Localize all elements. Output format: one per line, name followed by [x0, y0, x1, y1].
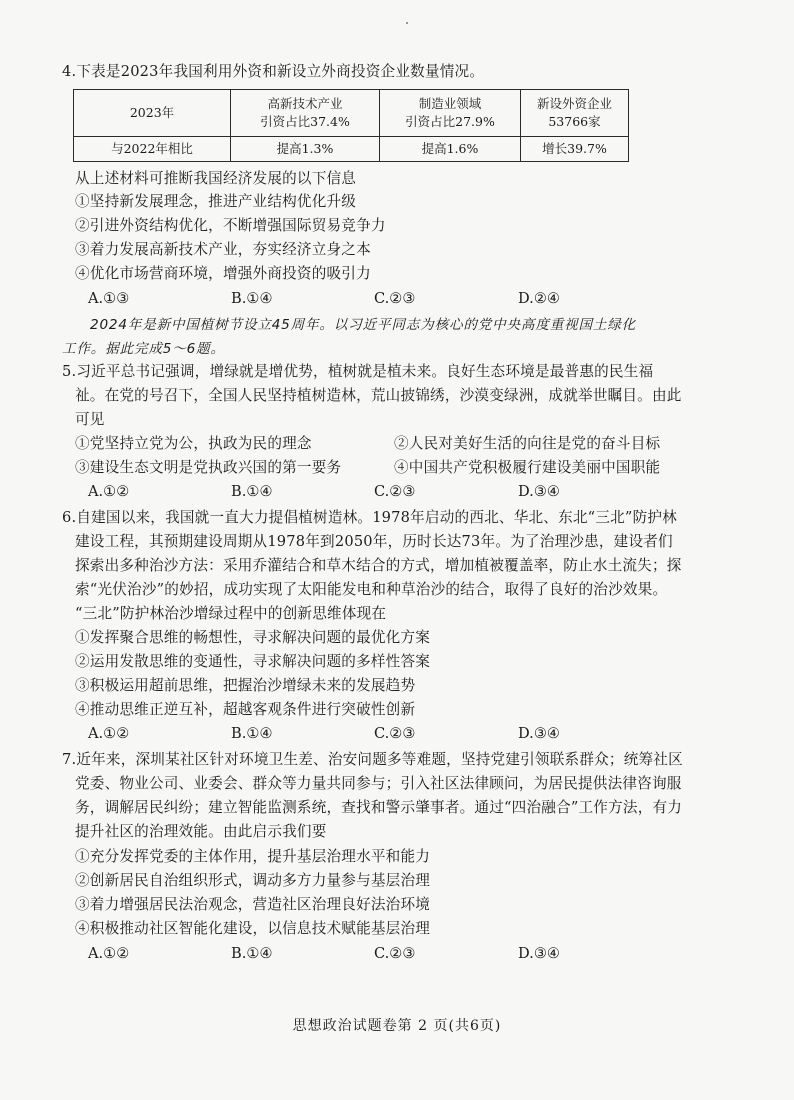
q7-stem-line: 务，调解居民纠纷；建立智能监测系统，查找和警示肇事者。通过“四治融合”工作方法，有力 — [75, 799, 683, 816]
q5-stem-line: 可见 — [75, 411, 105, 428]
q6-item: ④推动思维正逆互补，超越客观条件进行突破性创新 — [75, 701, 416, 718]
q7-option-b: B.①④ — [231, 945, 273, 962]
q7-stem-line: 提升社区的治理效能。由此启示我们要 — [75, 823, 327, 840]
q4-data-table — [73, 89, 629, 162]
table-cell: 提高1.6% — [380, 137, 521, 162]
table-cell: 与2022年相比 — [74, 137, 231, 162]
q7-item: ④积极推动社区智能化建设，以信息技术赋能基层治理 — [75, 920, 431, 937]
q7-item: ③着力增强居民法治观念，营造社区治理良好法治环境 — [75, 896, 431, 913]
q7-stem-line: 7.近年来，深圳某社区针对环境卫生差、治安问题多等难题，坚持党建引领联系群众；统筹社区 — [62, 751, 683, 768]
q4-option-d: D.②④ — [518, 290, 560, 307]
q4-option-c: C.②③ — [374, 290, 416, 307]
q5-stem-line: 祉。在党的号召下，全国人民坚持植树造林，荒山披锦绣，沙漠变绿洲，成就举世瞩目。由此 — [75, 387, 682, 404]
q6-item: ③积极运用超前思维，把握治沙增绿未来的发展趋势 — [75, 677, 416, 694]
q6-stem-line: 索“光伏治沙”的妙招，成功实现了太阳能发电和种草治沙的结合，取得了良好的治沙效果。 — [75, 581, 668, 598]
q6-option-b: B.①④ — [231, 725, 273, 742]
q4-item: ①坚持新发展理念，推进产业结构优化升级 — [75, 193, 357, 210]
q6-item: ①发挥聚合思维的畅想性，寻求解决问题的最优化方案 — [75, 629, 431, 646]
q6-stem-line: “三北”防护林治沙增绿过程中的创新思维体现在 — [75, 605, 387, 622]
q5-6-intro-line: 2024年是新中国植树节设立45周年。以习近平同志为核心的党中央高度重视国土绿化 — [90, 317, 637, 333]
q5-option-c: C.②③ — [374, 483, 416, 500]
table-cell: 新设外资企业53766家 — [521, 90, 629, 137]
q7-stem-line: 党委、物业公司、业委会、群众等力量共同参与；引入社区法律顾问，为居民提供法律咨询服 — [75, 775, 682, 792]
q7-option-a: A.①② — [88, 945, 130, 962]
cell-line: 引资占比27.9% — [405, 114, 495, 129]
cell-line: 高新技术产业 — [267, 96, 343, 111]
q6-option-d: D.③④ — [518, 725, 560, 742]
q5-option-d: D.③④ — [518, 483, 560, 500]
q5-option-a: A.①② — [88, 483, 130, 500]
table-cell: 增长39.7% — [521, 137, 629, 162]
q4-option-a: A.①③ — [88, 290, 130, 307]
q4-item: ④优化市场营商环境，增强外商投资的吸引力 — [75, 265, 371, 282]
q5-6-intro-line: 工作。据此完成5～6题。 — [62, 341, 225, 357]
q4-lead: 从上述材料可推断我国经济发展的以下信息 — [75, 170, 357, 187]
q6-item: ②运用发散思维的变通性，寻求解决问题的多样性答案 — [75, 653, 431, 670]
q7-item: ①充分发挥党委的主体作用，提升基层治理水平和能力 — [75, 848, 431, 865]
q6-stem-line: 建设工程，其预期建设周期从1978年到2050年，历时长达73年。为了治理沙患，建设者们 — [75, 533, 673, 550]
q5-stem-line: 5.习近平总书记强调，增绿就是增优势，植树就是植未来。良好生态环境是最普惠的民生福 — [62, 363, 654, 380]
table-cell — [231, 90, 380, 137]
cell-line: 引资占比37.4% — [260, 114, 350, 129]
cell-line: 制造业领域 — [418, 96, 482, 111]
table-cell — [380, 90, 521, 137]
q4-stem: 4.下表是2023年我国利用外资和新设立外商投资企业数量情况。 — [62, 63, 485, 80]
q5-option-b: B.①④ — [231, 483, 273, 500]
scan-speck — [406, 22, 408, 24]
table-cell: 2023年 — [74, 90, 231, 137]
q6-stem-line: 6.自建国以来，我国就一直大力提倡植树造林。1978年启动的西北、华北、东北“三北”防护林 — [62, 509, 677, 526]
q7-item: ②创新居民自治组织形式，调动多方力量参与基层治理 — [75, 872, 431, 889]
q6-option-c: C.②③ — [374, 725, 416, 742]
q6-stem-line: 探索出多种治沙方法：采用乔灌结合和草木结合的方式，增加植被覆盖率，防止水土流失；探 — [75, 557, 682, 574]
table-cell: 提高1.3% — [231, 137, 380, 162]
q5-item: ③建设生态文明是党执政兴国的第一要务 — [75, 459, 342, 476]
q4-option-b: B.①④ — [231, 290, 273, 307]
q5-item: ①党坚持立党为公，执政为民的理念 — [75, 435, 312, 452]
q6-option-a: A.①② — [88, 725, 130, 742]
table-row — [74, 90, 629, 137]
q7-option-c: C.②③ — [374, 945, 416, 962]
q5-item: ②人民对美好生活的向往是党的奋斗目标 — [394, 435, 661, 452]
q4-item: ②引进外资结构优化，不断增强国际贸易竞争力 — [75, 217, 386, 234]
q4-item: ③着力发展高新技术产业，夯实经济立身之本 — [75, 241, 371, 258]
page-footer: 思想政治试题卷第 2 页(共6页) — [292, 1018, 502, 1034]
q5-item: ④中国共产党积极履行建设美丽中国职能 — [394, 459, 661, 476]
q7-option-d: D.③④ — [518, 945, 560, 962]
table-row — [74, 137, 629, 162]
